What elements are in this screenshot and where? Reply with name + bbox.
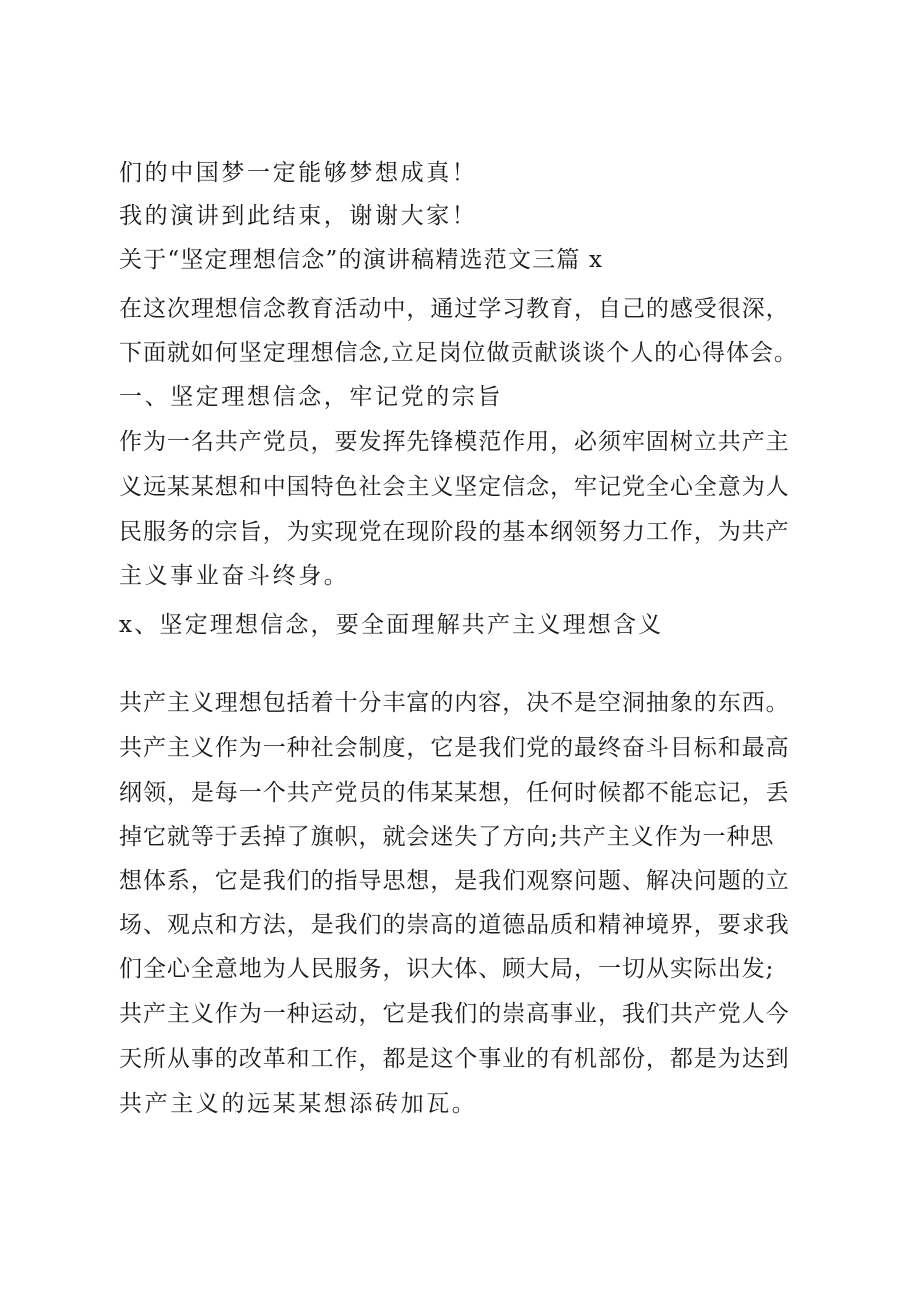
paragraph-line: 共产主义作为一种运动，它是我们的崇高事业，我们共产党人今 bbox=[119, 1001, 790, 1027]
paragraph-line: 下面就如何坚定理想信念,立足岗位做贡献谈谈个人的心得体会。 bbox=[119, 340, 798, 366]
paragraph-line: 作为一名共产党员，要发挥先锋模范作用，必须牢固树立共产主 bbox=[119, 429, 790, 455]
paragraph-line: 共产主义作为一种社会制度，它是我们党的最终奋斗目标和最高 bbox=[119, 735, 790, 761]
section-heading: 一、坚定理想信念，牢记党的宗旨 bbox=[119, 384, 503, 410]
paragraph-line: 义远某某想和中国特色社会主义坚定信念，牢记党全心全意为人 bbox=[119, 474, 790, 500]
paragraph-line: 共产主义理想包括着十分丰富的内容，决不是空洞抽象的东西。 bbox=[119, 690, 790, 716]
paragraph-line: 们的中国梦一定能够梦想成真！ bbox=[119, 160, 478, 186]
paragraph-line: 天所从事的改革和工作，都是这个事业的有机部份，都是为达到 bbox=[119, 1046, 790, 1072]
paragraph-line: 想体系，它是我们的指导思想，是我们观察问题、解决问题的立 bbox=[119, 868, 790, 894]
paragraph-line: 我的演讲到此结束，谢谢大家！ bbox=[119, 203, 478, 229]
section-title: 关于“坚定理想信念”的演讲稿精选范文三篇 x bbox=[119, 247, 604, 273]
paragraph-line: 们全心全意地为人民服务，识大体、顾大局，一切从实际出发; bbox=[119, 956, 775, 982]
paragraph-line: 共产主义的远某某想添砖加瓦。 bbox=[119, 1091, 478, 1117]
paragraph-line: 纲领，是每一个共产党员的伟某某想，任何时候都不能忘记，丢 bbox=[119, 780, 790, 806]
paragraph-line: 掉它就等于丢掉了旗帜，就会迷失了方向;共产主义作为一种思 bbox=[119, 824, 775, 850]
section-heading: x、坚定理想信念，要全面理解共产主义理想含义 bbox=[119, 612, 664, 638]
paragraph-line: 主义事业奋斗终身。 bbox=[119, 563, 350, 589]
paragraph-line: 场、观点和方法，是我们的崇高的道德品质和精神境界，要求我 bbox=[119, 912, 790, 938]
paragraph-line: 在这次理想信念教育活动中，通过学习教育，自己的感受很深， bbox=[119, 296, 790, 322]
paragraph-line: 民服务的宗旨，为实现党在现阶段的基本纲领努力工作，为共产 bbox=[119, 519, 790, 545]
